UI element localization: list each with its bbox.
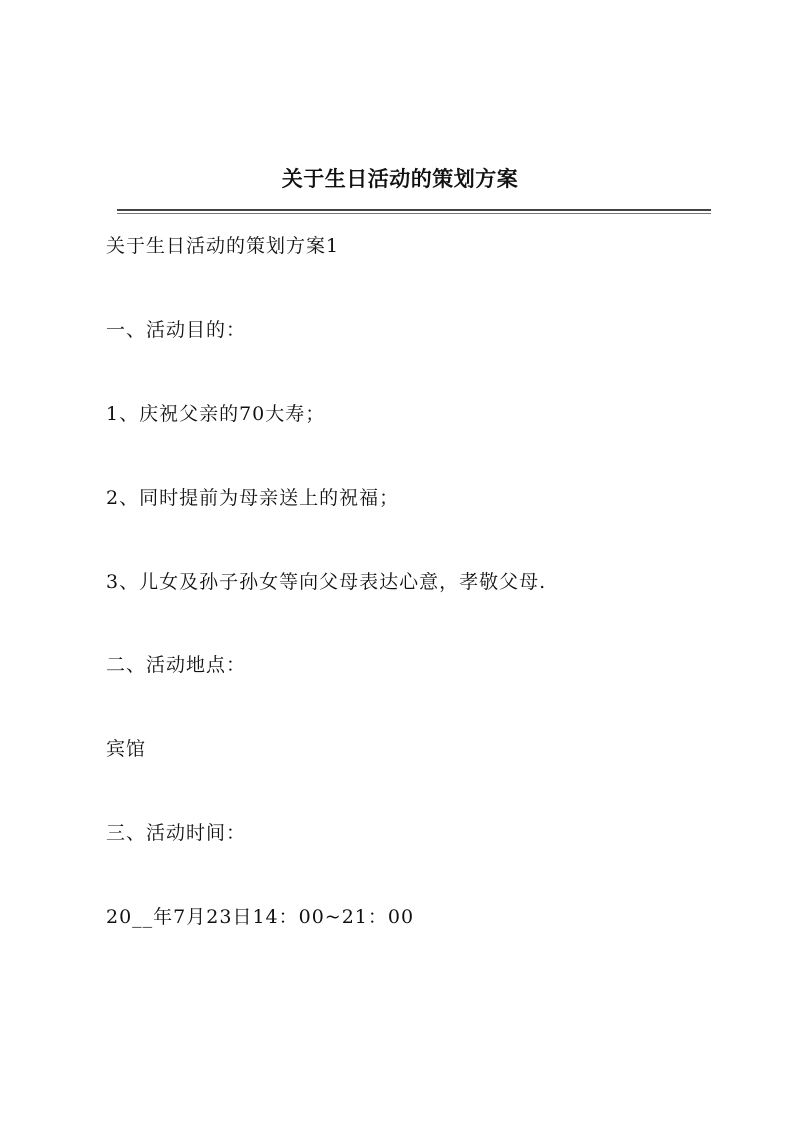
purpose-item-2: 2、同时提前为母亲送上的祝福； (106, 487, 400, 509)
section-heading-location: 二、活动地点： (106, 654, 247, 676)
section-heading-time: 三、活动时间： (106, 822, 247, 844)
purpose-item-1: 1、庆祝父亲的70大寿； (106, 403, 326, 425)
purpose-item-3: 3、儿女及孙子孙女等向父母表达心意，孝敬父母. (106, 571, 547, 593)
section-heading-plan: 关于生日活动的策划方案1 (106, 235, 340, 257)
time-value: 20__年7月23日14：00~21：00 (106, 906, 415, 928)
title-divider (117, 209, 711, 211)
title-divider-thin (117, 213, 711, 214)
document-title: 关于生日活动的策划方案 (281, 166, 519, 191)
section-heading-purpose: 一、活动目的： (106, 319, 247, 341)
location-value: 宾馆 (106, 738, 147, 760)
